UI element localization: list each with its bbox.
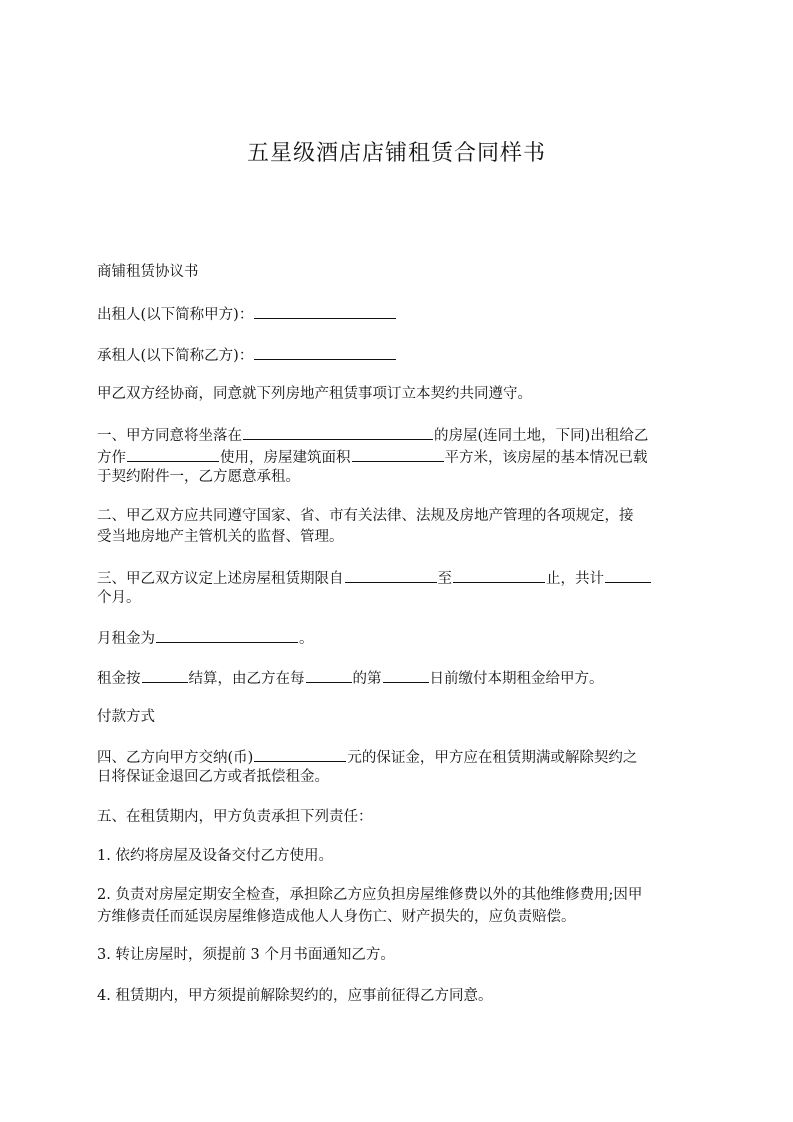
lessee-blank — [254, 343, 396, 360]
clause1-line1 — [97, 423, 695, 447]
rent-line — [97, 626, 695, 650]
lessee-line — [97, 343, 695, 367]
clause2-line2: 受当地房地产主管机关的监督、管理。 — [97, 529, 344, 545]
clause3-text-b: 至 — [437, 571, 452, 587]
rent-end: 。 — [299, 631, 314, 647]
lessor-label: 出租人(以下简称甲方)： — [97, 307, 254, 323]
settlement-text-a: 租金按 — [97, 671, 141, 687]
end-date-blank — [453, 566, 545, 583]
settlement-text-b: 结算，由乙方在每 — [188, 671, 305, 687]
settlement-day-blank — [383, 666, 429, 683]
start-date-blank — [345, 566, 437, 583]
rent-label: 月租金为 — [97, 631, 155, 647]
item2-line2: 方维修责任而延误房屋维修造成他人人身伤亡、财产损失的，应负责赔偿。 — [97, 909, 576, 925]
item1: 1. 依约将房屋及设备交付乙方使用。 — [97, 848, 333, 864]
item2-line1: 2. 负责对房屋定期安全检查，承担除乙方应负担房屋维修费以外的其他维修费用;因甲 — [97, 887, 643, 903]
settlement-text-d: 日前缴付本期租金给甲方。 — [429, 671, 604, 687]
document-title: 五星级酒店店铺租赁合同样书 — [246, 141, 546, 166]
clause1-text-e: 平方米，该房屋的基本情况已载 — [444, 450, 648, 466]
clause1-text-c: 方作 — [97, 450, 126, 466]
settlement-period-blank — [142, 666, 188, 683]
usage-blank — [127, 445, 219, 462]
intro-paragraph: 甲乙双方经协商，同意就下列房地产租赁事项订立本契约共同遵守。 — [97, 386, 532, 402]
settlement-text-c: 的第 — [352, 671, 382, 687]
months-blank — [605, 566, 651, 583]
agreement-heading: 商铺租赁协议书 — [97, 264, 199, 280]
item3: 3. 转让房屋时，须提前 3 个月书面通知乙方。 — [97, 947, 395, 963]
payment-method-heading: 付款方式 — [97, 709, 155, 725]
clause1-line3: 于契约附件一，乙方愿意承租。 — [97, 469, 300, 485]
deposit-blank — [254, 745, 346, 762]
settlement-unit-blank — [306, 666, 352, 683]
clause1-text-b: 的房屋(连同土地，下同)出租给乙 — [434, 428, 649, 444]
clause4-text-a: 四、乙方向甲方交纳(币) — [97, 750, 254, 766]
lessee-label: 承租人(以下简称乙方)： — [97, 348, 254, 364]
item4: 4. 租赁期内，甲方须提前解除契约的，应事前征得乙方同意。 — [97, 988, 493, 1004]
lessor-blank — [254, 302, 396, 319]
clause3-text-c: 止，共计 — [546, 571, 604, 587]
area-blank — [352, 445, 444, 462]
clause3-text-a: 三、甲乙双方议定上述房屋租赁期限自 — [97, 571, 344, 587]
clause3-line2: 个月。 — [97, 590, 141, 606]
clause1-text-a: 一、甲方同意将坐落在 — [97, 428, 242, 444]
clause4-text-b: 元的保证金，甲方应在租赁期满或解除契约之 — [347, 750, 638, 766]
clause4-line2: 日将保证金退回乙方或者抵偿租金。 — [97, 769, 329, 785]
clause2-line1: 二、甲乙双方应共同遵守国家、省、市有关法律、法规及房地产管理的各项规定，接 — [97, 508, 634, 524]
location-blank — [243, 423, 433, 440]
clause5-heading: 五、在租赁期内，甲方负责承担下列责任： — [97, 809, 373, 825]
lessor-line — [97, 302, 695, 326]
rent-blank — [156, 626, 298, 643]
clause1-text-d: 使用，房屋建筑面积 — [220, 450, 351, 466]
settlement-line — [97, 666, 695, 690]
